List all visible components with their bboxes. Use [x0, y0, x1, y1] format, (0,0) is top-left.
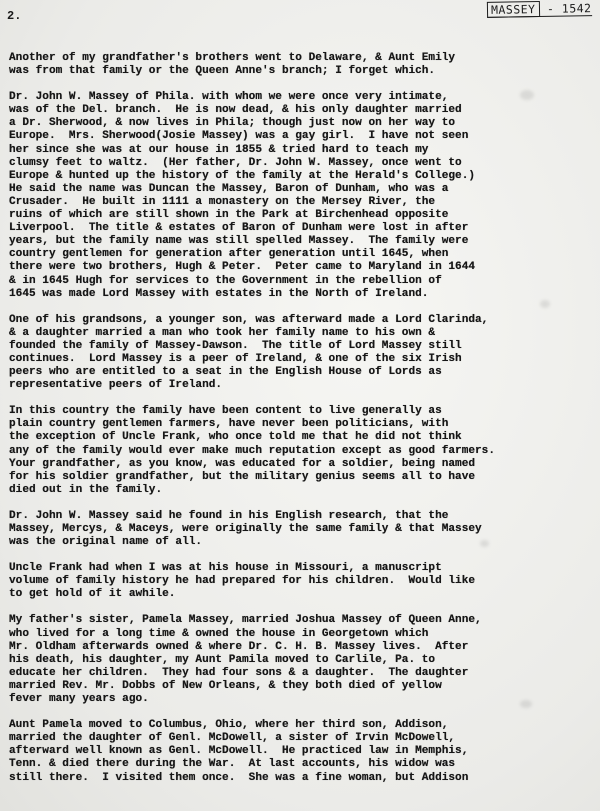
text-line: One of his grandsons, a younger son, was afterward made a Lord Clarinda, [9, 313, 489, 326]
text-line: who lived for a long time & owned the house in Georgetown which [9, 627, 429, 640]
text-line: & in 1645 Hugh for services to the Government in the rebellion of [9, 274, 442, 287]
page-number: 2. [7, 9, 22, 23]
text-line: representative peers of Ireland. [9, 379, 223, 392]
text-line: for his soldier grandfather, but the military genius seems all to have [9, 470, 476, 483]
paragraph [9, 52, 589, 78]
text-line: her since she was at our house in 1855 & tried hard to teach my [9, 143, 429, 156]
text-line: afterward well known as Genl. McDowell. He practiced law in Memphis, [9, 745, 469, 758]
stamp-surname: MASSEY [487, 1, 540, 18]
text-line: Europe. Mrs. Sherwood(Josie Massey) was a gay girl. I have not seen [9, 130, 469, 143]
paragraph [9, 405, 589, 497]
text-line: Crusader. He built in 1111 a monastery on the Mersey River, the [9, 195, 436, 208]
text-line: plain country gentlemen farmers, have never been politicians, with [9, 418, 449, 431]
paragraph [9, 562, 589, 601]
text-line: Mr. Oldham afterwards owned & where Dr. C. H. B. Massey lives. After [9, 640, 469, 653]
text-line: Liverpool. The title & estates of Baron of Dunham were lost in after [9, 222, 469, 235]
text-line: married the daughter of Genl. McDowell, a sister of Irvin McDowell, [9, 732, 456, 745]
text-line: founded the family of Massey-Dawson. The title of Lord Massey still [9, 339, 462, 352]
text-line: there were two brothers, Hugh & Peter. Peter came to Maryland in 1644 [9, 261, 476, 274]
letter-body [9, 52, 589, 798]
text-line: educate her children. They had four sons & a daughter. The daughter [9, 666, 469, 679]
paragraph [9, 719, 589, 784]
text-line: Massey, Mercys, & Maceys, were originally the same family & that Massey [9, 523, 482, 535]
text-line: volume of family history he had prepared for his children. Would like [9, 575, 476, 588]
paragraph [9, 614, 589, 706]
text-line: a Dr. Sherwood, & now lives in Phila; though just now on her way to [9, 117, 456, 130]
text-line: Your grandfather, as you know, was educated for a soldier, being named [9, 457, 476, 470]
text-line: country gentlemen for generation after generation until 1645, when [9, 248, 449, 261]
text-line: ruins of which are still shown in the Park at Birchenhead opposite [9, 209, 449, 222]
text-line: still there. I visited them once. She was a fine woman, but Addison [9, 771, 469, 784]
stamp-number: 1542 [562, 1, 593, 16]
text-line: Uncle Frank had when I was at his house in Missouri, a manuscript [9, 562, 442, 575]
text-line: Europe & hunted up the history of the family at the Herald's College.) [9, 169, 476, 182]
text-line: He said the name was Duncan the Massey, Baron of Dunham, who was a [9, 182, 449, 195]
text-line: his death, his daughter, my Aunt Pamila moved to Carlile, Pa. to [9, 653, 436, 666]
text-line: clumsy feet to waltz. (Her father, Dr. John W. Massey, once went to [9, 156, 462, 169]
text-line: years, but the family name was still spelled Massey. The family were [9, 235, 469, 248]
text-line: My father's sister, Pamela Massey, married Joshua Massey of Queen Anne, [9, 614, 482, 627]
text-line: continues. Lord Massey is a peer of Ireland, & one of the six Irish [9, 352, 462, 365]
text-line: was the original name of all. [9, 536, 203, 549]
text-line: Dr. John W. Massey said he found in his English research, that the [9, 509, 449, 522]
text-line: peers who are entitled to a seat in the English House of Lords as [9, 366, 442, 379]
text-line: Aunt Pamela moved to Columbus, Ohio, where her third son, Addison, [9, 719, 449, 732]
text-line: died out in the family. [9, 483, 163, 496]
text-line: In this country the family have been content to live generally as [9, 405, 442, 418]
text-line: any of the family would ever make much reputation except as good farmers. [9, 444, 495, 457]
text-line: the exception of Uncle Frank, who once told me that he did not think [9, 431, 462, 444]
text-line: Dr. John W. Massey of Phila. with whom we were once very intimate, [9, 91, 449, 104]
text-line: Tenn. & died there during the War. At last accounts, his widow was [9, 758, 456, 771]
text-line: 1645 was made Lord Massey with estates in the North of Ireland. [9, 287, 429, 300]
text-line: Another of my grandfather's brothers went to Delaware, & Aunt Emily [9, 52, 456, 64]
text-line: was of the Del. branch. He is now dead, & his only daughter married [9, 104, 462, 117]
text-line: married Rev. Mr. Dobbs of New Orleans, & they both died of yellow [9, 679, 442, 692]
paragraph [9, 91, 589, 301]
paragraph [9, 510, 589, 549]
paragraph [9, 314, 589, 393]
archive-stamp: MASSEY - 1542 [487, 1, 592, 18]
text-line: & a daughter married a man who took her family name to his own & [9, 326, 436, 339]
text-line: fever many years ago. [9, 693, 149, 706]
text-line: was from that family or the Queen Anne's branch; I forget which. [9, 65, 436, 78]
text-line: to get hold of it awhile. [9, 588, 176, 601]
